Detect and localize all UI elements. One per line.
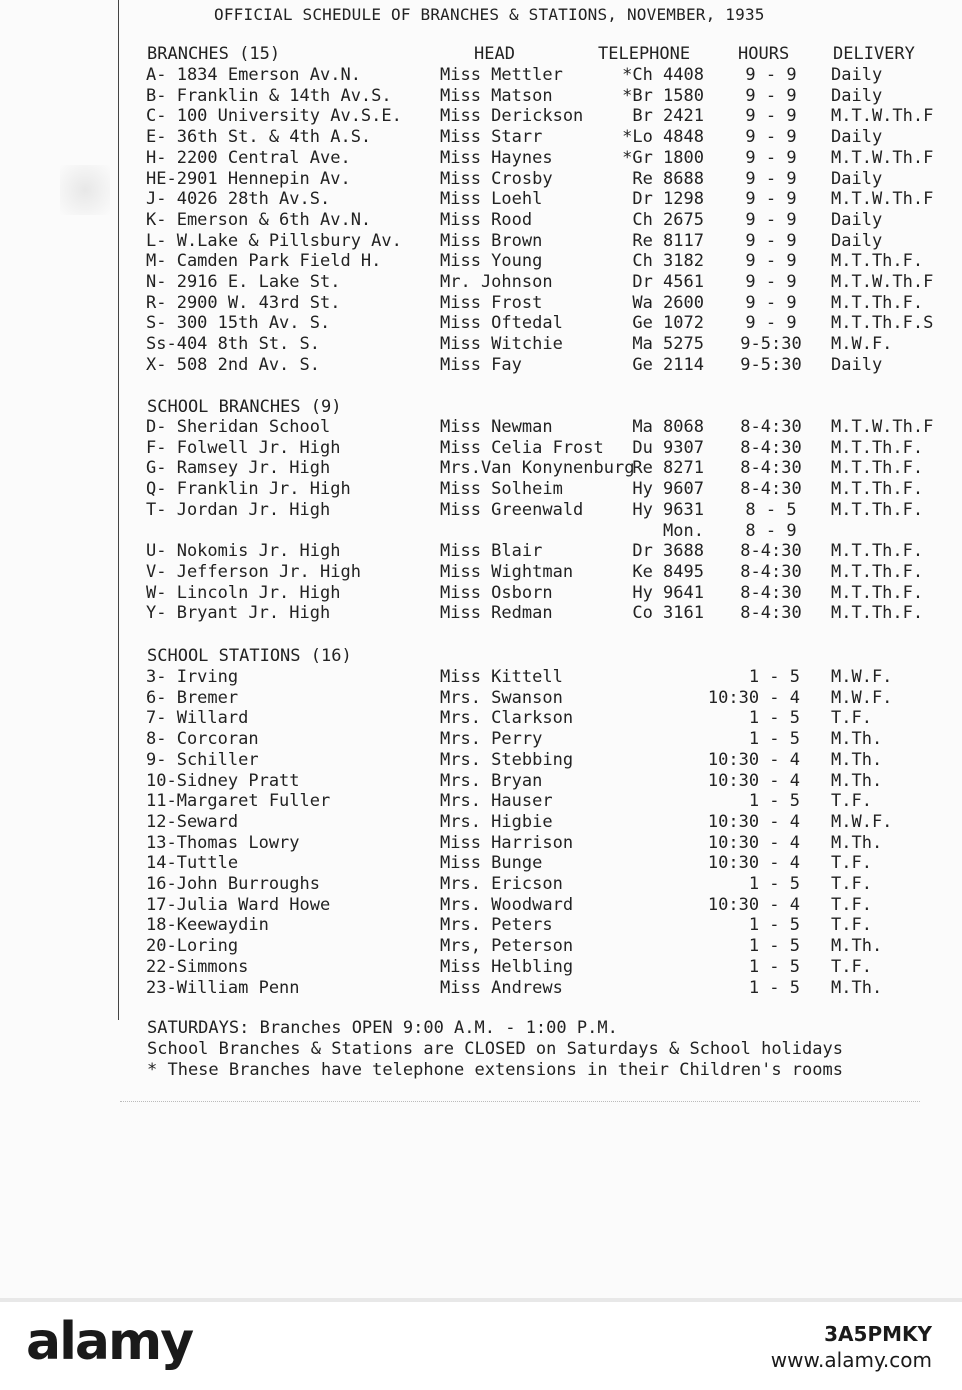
branch-hours: 9 - 9 <box>745 127 797 148</box>
branch-delivery: M.T.Th.F.S <box>831 313 934 334</box>
school-station-name: 6- Bremer <box>146 687 239 708</box>
school-station-name: 14-Tuttle <box>146 853 239 874</box>
school-station-delivery: M.W.F. <box>831 811 893 832</box>
branch-delivery: M.T.W.Th.F <box>831 106 934 127</box>
school-branch-row <box>0 417 962 438</box>
branch-row <box>0 251 962 272</box>
school-station-row <box>0 936 962 957</box>
school-branch-phone: Ke 8495 <box>632 561 704 582</box>
school-station-delivery: M.W.F. <box>831 667 893 687</box>
school-station-head: Mrs. Woodward <box>440 894 574 915</box>
school-station-delivery: T.F. <box>831 708 872 729</box>
school-station-delivery: M.Th. <box>831 977 883 998</box>
school-branch-head: Miss Wightman <box>440 561 574 582</box>
school-branch-row <box>0 500 962 521</box>
school-branch-phone: Re 8271 <box>632 458 704 479</box>
branch-row <box>0 169 962 190</box>
school-station-delivery: M.Th. <box>831 749 883 770</box>
school-station-name: 17-Julia Ward Howe <box>146 894 331 915</box>
school-station-name: 16-John Burroughs <box>146 874 320 894</box>
school-station-row <box>0 688 962 709</box>
school-station-delivery: T.F. <box>831 853 872 874</box>
school-station-hours: 10:30 - 4 <box>707 687 800 708</box>
branch-phone: Wa 2600 <box>632 292 704 313</box>
school-branch-head: Miss Solheim <box>440 479 563 500</box>
school-branch-hours: 8-4:30 <box>740 541 802 562</box>
branches-header-row <box>0 44 962 65</box>
branch-hours: 9 - 9 <box>745 168 797 189</box>
branch-phone: *Ch 4408 <box>622 65 704 85</box>
branch-phone: *Lo 4848 <box>622 127 704 148</box>
school-branch-row <box>0 603 962 624</box>
closed-note: School Branches & Stations are CLOSED on Saturdays & School holidays <box>147 1039 843 1059</box>
branch-row <box>0 148 962 169</box>
school-station-row <box>0 771 962 792</box>
school-branch-row <box>0 438 962 459</box>
branch-name: J- 4026 28th Av.S. <box>146 189 331 210</box>
branch-head: Miss Mettler <box>440 65 563 85</box>
branch-head: Miss Loehl <box>440 189 543 210</box>
branches-section-label: BRANCHES (15) <box>147 44 281 64</box>
alamy-logo: alamy <box>26 1312 193 1372</box>
branch-name: Ss-404 8th St. S. <box>146 334 320 355</box>
branch-row <box>0 355 962 376</box>
school-station-hours: 10:30 - 4 <box>707 811 800 832</box>
branch-name: M- Camden Park Field H. <box>146 251 382 272</box>
school-station-hours: 10:30 - 4 <box>707 770 800 791</box>
school-station-head: Miss Bunge <box>440 853 543 874</box>
school-branch-hours: 8-4:30 <box>740 582 802 603</box>
branch-head: Miss Starr <box>440 127 543 148</box>
school-station-row <box>0 833 962 854</box>
branch-delivery: Daily <box>831 65 883 85</box>
school-branch-hours: 8-4:30 <box>740 561 802 582</box>
branch-delivery: Daily <box>831 85 883 106</box>
school-station-name: 18-Keewaydin <box>146 915 269 936</box>
school-station-head: Mrs. Bryan <box>440 770 543 791</box>
branch-name: L- W.Lake & Pillsbury Av. <box>146 230 402 251</box>
school-branch-phone: Du 9307 <box>632 437 704 458</box>
school-branch-name: G- Ramsey Jr. High <box>146 458 331 479</box>
school-branch-delivery: M.T.Th.F. <box>831 479 924 500</box>
school-branch-phone: Ma 8068 <box>632 417 704 437</box>
branch-hours: 9 - 9 <box>745 189 797 210</box>
school-station-name: 13-Thomas Lowry <box>146 832 300 853</box>
branch-phone: Re 8117 <box>632 230 704 251</box>
branch-head: Miss Brown <box>440 230 543 251</box>
school-station-head: Miss Helbling <box>440 956 574 977</box>
school-branch-delivery: M.T.W.Th.F <box>831 417 934 437</box>
branch-name: HE-2901 Hennepin Av. <box>146 168 351 189</box>
branch-name: H- 2200 Central Ave. <box>146 147 351 168</box>
school-branch-head: Miss Osborn <box>440 582 553 603</box>
school-branch-delivery: M.T.Th.F. <box>831 561 924 582</box>
branch-row <box>0 106 962 127</box>
branch-delivery: M.W.F. <box>831 334 893 355</box>
branch-head: Miss Young <box>440 251 543 272</box>
branch-hours: 9-5:30 <box>740 334 802 355</box>
branch-row <box>0 86 962 107</box>
branch-row <box>0 127 962 148</box>
branch-name: B- Franklin & 14th Av.S. <box>146 85 392 106</box>
delivery-column-header: DELIVERY <box>833 44 915 64</box>
school-station-name: 8- Corcoran <box>146 729 259 750</box>
school-branch-name: W- Lincoln Jr. High <box>146 582 341 603</box>
school-branch-head: Miss Celia Frost <box>440 437 604 458</box>
school-station-name: 9- Schiller <box>146 749 259 770</box>
school-branch-hours: 8-4:30 <box>740 458 802 479</box>
branch-row <box>0 65 962 86</box>
school-branch-head: Miss Greenwald <box>440 499 584 520</box>
school-station-row <box>0 853 962 874</box>
hours-column-header: HOURS <box>738 44 790 64</box>
school-stations-section-label: SCHOOL STATIONS (16) <box>147 646 352 666</box>
branch-row <box>0 313 962 334</box>
school-station-row <box>0 874 962 895</box>
branch-head: Miss Matson <box>440 85 553 106</box>
branch-phone: *Br 1580 <box>622 85 704 106</box>
extension-note: * These Branches have telephone extensions in their Children's rooms <box>147 1060 843 1080</box>
school-branch-row <box>0 521 962 542</box>
branch-phone: Ge 1072 <box>632 313 704 334</box>
branch-row <box>0 334 962 355</box>
branch-row <box>0 272 962 293</box>
branch-name: C- 100 University Av.S.E. <box>146 106 402 127</box>
school-station-hours: 1 - 5 <box>748 729 800 750</box>
school-branch-row <box>0 479 962 500</box>
branch-hours: 9 - 9 <box>745 85 797 106</box>
school-branch-delivery: M.T.Th.F. <box>831 458 924 479</box>
school-station-hours: 1 - 5 <box>748 708 800 729</box>
school-station-name: 20-Loring <box>146 936 239 957</box>
school-branch-hours: 8 - 9 <box>745 520 797 541</box>
branch-phone: Ch 3182 <box>632 251 704 272</box>
school-station-head: Mrs. Hauser <box>440 791 553 812</box>
school-branch-delivery: M.T.Th.F. <box>831 437 924 458</box>
school-station-delivery: M.Th. <box>831 770 883 791</box>
branch-hours: 9 - 9 <box>745 272 797 292</box>
school-branch-name: V- Jefferson Jr. High <box>146 561 361 582</box>
school-branch-head: Miss Redman <box>440 603 553 624</box>
school-station-name: 23-William Penn <box>146 977 300 998</box>
branch-delivery: M.T.W.Th.F <box>831 272 934 292</box>
school-branch-phone: Hy 9607 <box>632 479 704 500</box>
school-station-head: Mrs. Ericson <box>440 874 563 894</box>
branch-delivery: Daily <box>831 168 883 189</box>
school-branch-phone: Mon. <box>663 520 704 541</box>
school-branch-phone: Dr 3688 <box>632 541 704 562</box>
school-station-head: Mrs. Peters <box>440 915 553 936</box>
branch-row <box>0 210 962 231</box>
school-branch-hours: 8 - 5 <box>745 499 797 520</box>
school-station-hours: 10:30 - 4 <box>707 853 800 874</box>
school-branch-hours: 8-4:30 <box>740 603 802 624</box>
branch-head: Miss Rood <box>440 209 533 230</box>
branch-head: Miss Derickson <box>440 106 584 127</box>
head-column-header: HEAD <box>474 44 515 64</box>
stock-url: www.alamy.com <box>770 1348 932 1372</box>
school-branch-row <box>0 583 962 604</box>
school-station-row <box>0 957 962 978</box>
school-station-name: 12-Seward <box>146 811 239 832</box>
branch-delivery: Daily <box>831 230 883 251</box>
branch-hours: 9 - 9 <box>745 209 797 230</box>
branch-hours: 9 - 9 <box>745 251 797 272</box>
school-branch-delivery: M.T.Th.F. <box>831 541 924 562</box>
school-branch-hours: 8-4:30 <box>740 479 802 500</box>
branch-hours: 9 - 9 <box>745 106 797 127</box>
school-stations-header-row <box>0 646 962 667</box>
saturday-note: SATURDAYS: Branches OPEN 9:00 A.M. - 1:00 P.M. <box>147 1018 618 1038</box>
school-branch-row <box>0 458 962 479</box>
school-branch-name: F- Folwell Jr. High <box>146 437 341 458</box>
school-station-row <box>0 729 962 750</box>
school-branch-delivery: M.T.Th.F. <box>831 499 924 520</box>
branch-phone: Dr 4561 <box>632 272 704 292</box>
branch-delivery: M.T.Th.F. <box>831 251 924 272</box>
branch-name: S- 300 15th Av. S. <box>146 313 331 334</box>
telephone-column-header: TELEPHONE <box>598 44 691 64</box>
branch-name: A- 1834 Emerson Av.N. <box>146 65 361 85</box>
branch-delivery: M.T.W.Th.F <box>831 189 934 210</box>
stock-id: 3A5PMKY <box>824 1322 932 1346</box>
branch-head: Miss Haynes <box>440 147 553 168</box>
branch-row <box>0 293 962 314</box>
school-station-head: Miss Kittell <box>440 667 563 687</box>
school-station-row <box>0 895 962 916</box>
branch-phone: *Gr 1800 <box>622 147 704 168</box>
school-station-hours: 1 - 5 <box>748 791 800 812</box>
branch-hours: 9 - 9 <box>745 147 797 168</box>
branch-phone: Ch 2675 <box>632 209 704 230</box>
school-station-name: 3- Irving <box>146 667 239 687</box>
school-station-hours: 1 - 5 <box>748 667 800 687</box>
branch-head: Miss Witchie <box>440 334 563 355</box>
school-branch-phone: Hy 9631 <box>632 499 704 520</box>
school-station-hours: 1 - 5 <box>748 915 800 936</box>
school-station-name: 11-Margaret Fuller <box>146 791 331 812</box>
school-station-head: Miss Andrews <box>440 977 563 998</box>
watermark-footer <box>0 1298 962 1390</box>
school-station-delivery: T.F. <box>831 791 872 812</box>
branch-row <box>0 231 962 252</box>
document-title: OFFICIAL SCHEDULE OF BRANCHES & STATIONS, NOVEMBER, 1935 <box>214 5 765 24</box>
footer-band <box>0 1298 962 1302</box>
school-station-head: Mrs. Higbie <box>440 811 553 832</box>
branch-head: Mr. Johnson <box>440 272 553 292</box>
school-branch-name: U- Nokomis Jr. High <box>146 541 341 562</box>
school-station-head: Mrs. Stebbing <box>440 749 574 770</box>
branch-name: R- 2900 W. 43rd St. <box>146 292 341 313</box>
branch-head: Miss Oftedal <box>440 313 563 334</box>
school-branch-hours: 8-4:30 <box>740 437 802 458</box>
school-station-row <box>0 978 962 999</box>
school-station-row <box>0 915 962 936</box>
school-station-hours: 10:30 - 4 <box>707 832 800 853</box>
school-station-row <box>0 708 962 729</box>
branch-head: Miss Crosby <box>440 168 553 189</box>
school-station-name: 10-Sidney Pratt <box>146 770 300 791</box>
branch-phone: Re 8688 <box>632 168 704 189</box>
school-station-name: 7- Willard <box>146 708 249 729</box>
branch-hours: 9 - 9 <box>745 313 797 334</box>
school-station-head: Mrs. Swanson <box>440 687 563 708</box>
school-station-delivery: T.F. <box>831 915 872 936</box>
school-branches-header-row <box>0 397 962 418</box>
branch-delivery: M.T.Th.F. <box>831 292 924 313</box>
school-station-hours: 1 - 5 <box>748 874 800 894</box>
school-branch-head: Miss Blair <box>440 541 543 562</box>
school-station-hours: 10:30 - 4 <box>707 749 800 770</box>
branch-delivery: M.T.W.Th.F <box>831 147 934 168</box>
branch-name: K- Emerson & 6th Av.N. <box>146 209 372 230</box>
school-station-head: Miss Harrison <box>440 832 574 853</box>
school-station-head: Mrs, Peterson <box>440 936 574 957</box>
school-branches-section-label: SCHOOL BRANCHES (9) <box>147 397 342 417</box>
school-station-head: Mrs. Clarkson <box>440 708 574 729</box>
branch-name: X- 508 2nd Av. S. <box>146 354 320 375</box>
branch-hours: 9-5:30 <box>740 354 802 375</box>
school-station-delivery: M.Th. <box>831 832 883 853</box>
branch-phone: Ma 5275 <box>632 334 704 355</box>
school-branch-head: Miss Newman <box>440 417 553 437</box>
branch-name: N- 2916 E. Lake St. <box>146 272 341 292</box>
branch-row <box>0 189 962 210</box>
dotted-rule <box>120 1101 920 1104</box>
school-branch-phone: Co 3161 <box>632 603 704 624</box>
school-station-hours: 1 - 5 <box>748 956 800 977</box>
school-branch-row <box>0 541 962 562</box>
school-branch-name: Q- Franklin Jr. High <box>146 479 351 500</box>
branch-head: Miss Fay <box>440 354 522 375</box>
branch-head: Miss Frost <box>440 292 543 313</box>
school-branch-row <box>0 562 962 583</box>
school-station-row <box>0 750 962 771</box>
school-station-hours: 1 - 5 <box>748 977 800 998</box>
school-branch-delivery: M.T.Th.F. <box>831 603 924 624</box>
school-station-delivery: T.F. <box>831 956 872 977</box>
school-branch-delivery: M.T.Th.F. <box>831 582 924 603</box>
school-branch-name: T- Jordan Jr. High <box>146 499 331 520</box>
school-station-head: Mrs. Perry <box>440 729 543 750</box>
school-branch-head: Mrs.Van Konynenburg <box>440 458 635 479</box>
school-branch-name: D- Sheridan School <box>146 417 331 437</box>
school-station-delivery: M.Th. <box>831 936 883 957</box>
branch-phone: Ge 2114 <box>632 354 704 375</box>
branch-hours: 9 - 9 <box>745 230 797 251</box>
school-station-hours: 1 - 5 <box>748 936 800 957</box>
school-station-hours: 10:30 - 4 <box>707 894 800 915</box>
branch-delivery: Daily <box>831 127 883 148</box>
branch-delivery: Daily <box>831 354 883 375</box>
branch-hours: 9 - 9 <box>745 65 797 85</box>
branch-hours: 9 - 9 <box>745 292 797 313</box>
branch-name: E- 36th St. & 4th A.S. <box>146 127 372 148</box>
branch-phone: Br 2421 <box>632 106 704 127</box>
branch-delivery: Daily <box>831 209 883 230</box>
school-station-row <box>0 812 962 833</box>
school-station-row <box>0 791 962 812</box>
school-station-delivery: T.F. <box>831 874 872 894</box>
school-station-delivery: T.F. <box>831 894 872 915</box>
school-branch-phone: Hy 9641 <box>632 582 704 603</box>
school-branch-name: Y- Bryant Jr. High <box>146 603 331 624</box>
school-station-row <box>0 667 962 688</box>
branch-phone: Dr 1298 <box>632 189 704 210</box>
school-station-name: 22-Simmons <box>146 956 249 977</box>
school-branch-hours: 8-4:30 <box>740 417 802 437</box>
school-station-delivery: M.W.F. <box>831 687 893 708</box>
school-station-delivery: M.Th. <box>831 729 883 750</box>
